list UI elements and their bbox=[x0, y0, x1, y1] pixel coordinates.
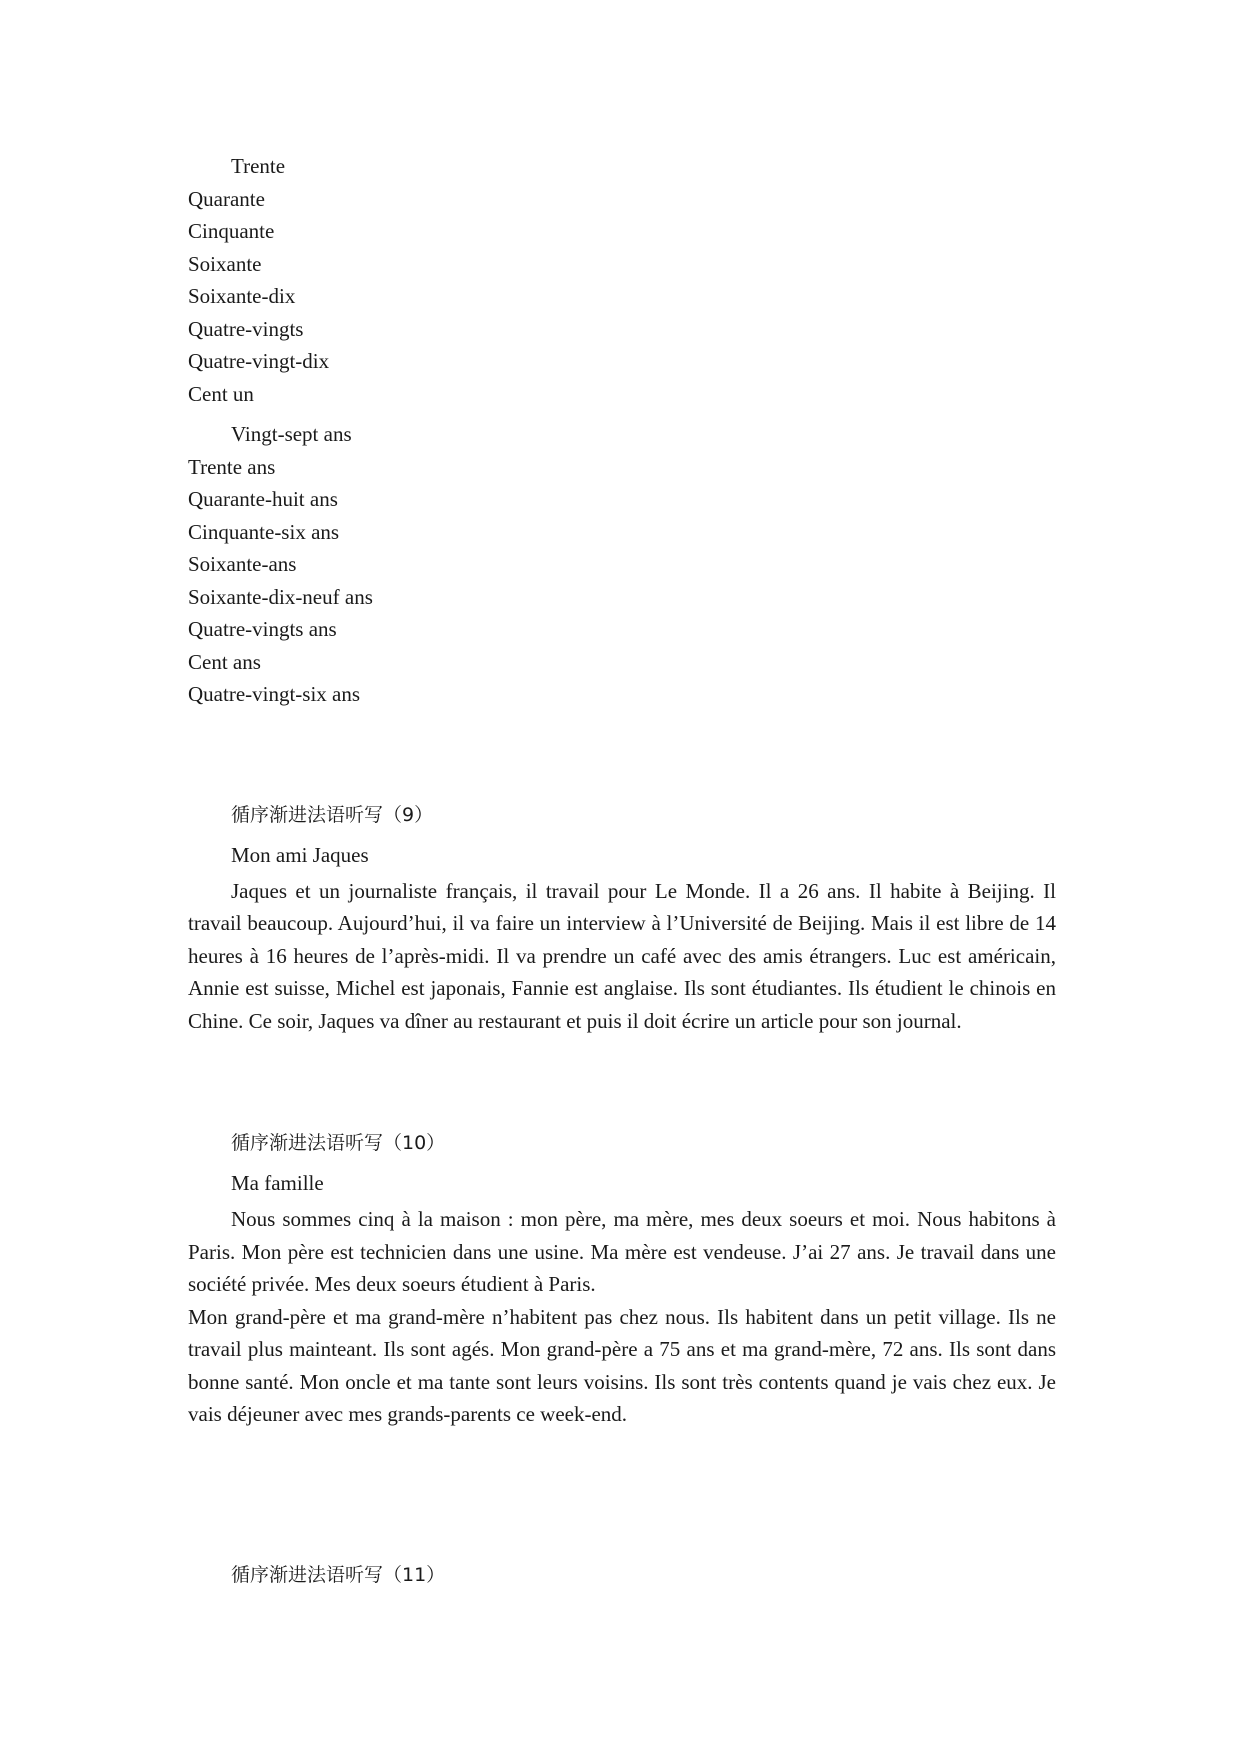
paragraph: Jaques et un journaliste français, il travail pour Le Monde. Il a 26 ans. Il habite à Beijing. Il travail beaucoup. Aujourd’hui, il va faire un interview à l’Université de Beijing. Mais il est libre de 14 heures à 16 heures de l’après-midi. Il va prendre un café avec des amis étrangers. Luc est américain, Annie est suisse, Michel est japonais, Fannie est anglaise. Ils sont étudiantes. Ils étudient le chinois en Chine. Ce soir, Jaques va dîner au restaurant et puis il doit écrire un article pour son journal. bbox=[188, 878, 1056, 1033]
list-item: Cinquante-six ans bbox=[188, 519, 340, 544]
numbers-list bbox=[188, 150, 1056, 410]
list-item: Quatre-vingt-dix bbox=[188, 349, 330, 373]
section-9 bbox=[188, 795, 1056, 1038]
list-item: Quarante bbox=[188, 186, 265, 211]
list-item: Trente ans bbox=[188, 454, 276, 479]
list-item: Quatre-vingts bbox=[188, 316, 304, 341]
section-10 bbox=[188, 1123, 1056, 1431]
paragraph: Mon grand-père et ma grand-mère n’habitent pas chez nous. Ils habitent dans un petit village. Ils ne travail plus mainteant. Ils sont agés. Mon grand-père a 75 ans et ma grand-mère, 72 ans. Ils sont dans bonne santé. Mon oncle et ma tante sont leurs voisins. Ils sont très contents quand je vais chez eux. Je vais déjeuner avec mes grands-parents ce week-end. bbox=[188, 1304, 1056, 1426]
section-heading: 循序渐进法语听写（9） bbox=[231, 803, 434, 826]
section-heading: 循序渐进法语听写（10） bbox=[231, 1132, 446, 1154]
paragraph: Nous sommes cinq à la maison : mon père, ma mère, mes deux soeurs et moi. Nous habitons à Paris. Mon père est technicien dans une usine. Ma mère est vendeuse. J’ai 27 ans. Je travail dans une société privée. Mes deux soeurs étudient à Paris. bbox=[188, 1207, 1056, 1296]
list-item: Soixante bbox=[188, 251, 262, 276]
list-item: Quarante-huit ans bbox=[188, 487, 338, 511]
list-item: Cent un bbox=[188, 381, 254, 406]
section-subtitle: Ma famille bbox=[231, 1171, 324, 1195]
list-item: Cent ans bbox=[188, 649, 261, 674]
list-item: Trente bbox=[231, 154, 286, 178]
list-item: Quatre-vingt-six ans bbox=[188, 682, 361, 706]
list-item: Cinquante bbox=[188, 219, 275, 243]
list-item: Soixante-ans bbox=[188, 552, 297, 576]
list-item: Soixante-dix bbox=[188, 284, 296, 308]
section-11 bbox=[188, 1555, 1056, 1595]
list-item: Quatre-vingts ans bbox=[188, 617, 337, 641]
document-page bbox=[188, 150, 1056, 1595]
section-subtitle: Mon ami Jaques bbox=[231, 842, 369, 867]
list-item: Vingt-sept ans bbox=[231, 422, 352, 446]
list-item: Soixante-dix-neuf ans bbox=[188, 584, 373, 609]
section-heading: 循序渐进法语听写（11） bbox=[231, 1563, 446, 1586]
ages-list bbox=[188, 418, 1056, 711]
